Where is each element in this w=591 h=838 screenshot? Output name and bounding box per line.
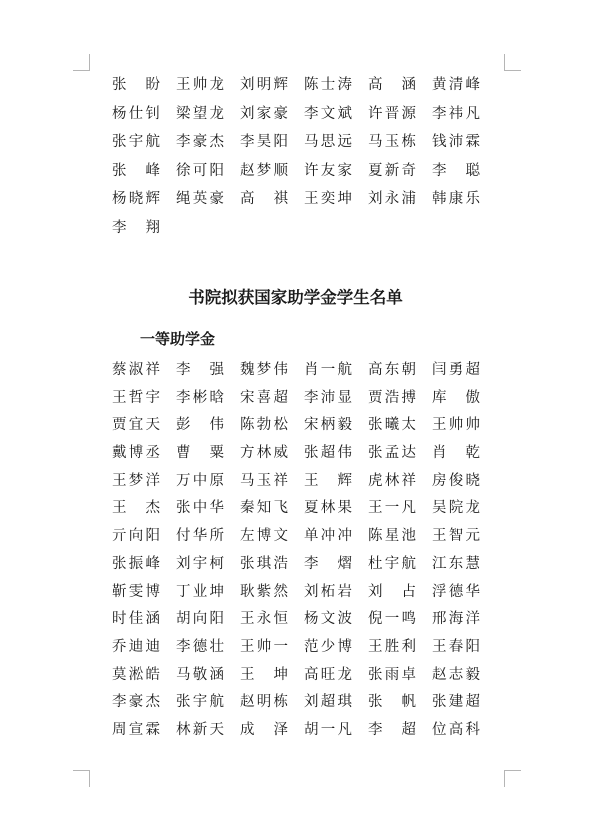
student-name: 刘占 <box>368 583 416 600</box>
student-name: 虎林祥 <box>368 472 416 489</box>
student-name: 钱沛霖 <box>432 134 480 150</box>
name-row <box>112 157 480 186</box>
name-row <box>112 440 480 468</box>
student-name: 李超 <box>368 721 416 738</box>
student-name: 李祎凡 <box>432 105 480 122</box>
student-name: 丁业坤 <box>176 583 224 600</box>
student-name: 范少博 <box>304 638 352 655</box>
name-row <box>112 100 480 129</box>
student-name: 李沛显 <box>304 389 352 406</box>
student-name: 贾宜天 <box>112 417 160 434</box>
student-name: 方林威 <box>240 445 288 462</box>
student-name: 李昊阳 <box>240 134 288 150</box>
student-name: 黄清峰 <box>432 77 480 93</box>
name-row <box>112 71 480 100</box>
crop-mark-top-right <box>504 54 521 71</box>
student-name: 马玉祥 <box>240 472 288 489</box>
section-heading-first-class: 一等助学金 <box>140 330 216 348</box>
student-name: 高旺龙 <box>304 666 352 683</box>
name-row <box>112 579 480 607</box>
name-row <box>112 385 480 413</box>
student-name: 刘明辉 <box>240 77 288 93</box>
student-name: 高涵 <box>368 77 416 93</box>
student-name: 乔迪迪 <box>112 638 160 655</box>
student-name: 马思远 <box>304 134 352 150</box>
student-name: 王坤 <box>240 666 288 683</box>
student-name: 张峰 <box>112 162 160 179</box>
student-name: 徐可阳 <box>176 162 224 179</box>
student-name: 王帅帅 <box>432 417 480 434</box>
student-name: 肖乾 <box>432 445 480 462</box>
student-name: 赵明栋 <box>240 694 288 711</box>
name-row <box>112 551 480 579</box>
student-name: 王胜利 <box>368 638 416 655</box>
student-name: 王梦洋 <box>112 472 160 489</box>
student-name: 王帅一 <box>240 638 288 655</box>
student-name: 万中原 <box>176 472 224 489</box>
student-name: 江东慧 <box>432 555 480 572</box>
student-name: 李熠 <box>304 555 352 572</box>
student-name: 林新天 <box>176 721 224 738</box>
student-name: 赵志毅 <box>432 666 480 683</box>
name-row <box>112 689 480 717</box>
student-name: 杜宇航 <box>368 555 416 572</box>
student-name: 吴院龙 <box>432 500 480 517</box>
student-name: 陈星池 <box>368 528 416 545</box>
student-name: 秦知飞 <box>240 500 288 517</box>
student-name: 成泽 <box>240 721 288 738</box>
name-row <box>112 128 480 157</box>
student-name: 张建超 <box>432 694 480 711</box>
student-name: 亓向阳 <box>112 528 160 545</box>
student-name: 王帅龙 <box>176 77 224 93</box>
student-name: 陈勃松 <box>240 417 288 434</box>
student-name: 刘家豪 <box>240 105 288 122</box>
student-name: 马玉栋 <box>368 134 416 150</box>
student-name: 张宇航 <box>176 694 224 711</box>
student-name: 蔡淑祥 <box>112 362 160 378</box>
student-name: 夏林果 <box>304 500 352 517</box>
student-name: 王永恒 <box>240 611 288 628</box>
name-row <box>112 214 480 243</box>
student-name: 付华所 <box>176 528 224 545</box>
student-name: 刘永浦 <box>368 191 416 207</box>
student-name: 肖一航 <box>304 362 352 378</box>
student-name: 张盼 <box>112 77 160 93</box>
student-name: 李聪 <box>432 162 480 179</box>
student-name: 宋喜超 <box>240 389 288 406</box>
student-name: 左博文 <box>240 528 288 545</box>
crop-mark-top-left <box>73 54 90 71</box>
student-name: 梁望龙 <box>176 105 224 122</box>
student-name: 高东朝 <box>368 362 416 378</box>
student-name: 王春阳 <box>432 638 480 655</box>
student-name: 张中华 <box>176 500 224 517</box>
student-name: 彭伟 <box>176 417 224 434</box>
student-name: 李翔 <box>112 219 160 236</box>
name-row <box>112 185 480 214</box>
student-name: 浮德华 <box>432 583 480 600</box>
student-name: 许晋源 <box>368 105 416 122</box>
name-row <box>112 606 480 634</box>
student-name: 曹粟 <box>176 445 224 462</box>
student-name: 房俊晓 <box>432 472 480 489</box>
student-name: 胡一凡 <box>304 721 352 738</box>
student-name: 夏新奇 <box>368 162 416 179</box>
name-row <box>112 523 480 551</box>
student-name: 绳英豪 <box>176 191 224 207</box>
student-name: 宋柄毅 <box>304 417 352 434</box>
student-name: 韩康乐 <box>432 191 480 207</box>
student-name: 胡向阳 <box>176 611 224 628</box>
name-row <box>112 468 480 496</box>
student-name: 杨文波 <box>304 611 352 628</box>
student-name: 李彬晗 <box>176 389 224 406</box>
name-row <box>112 634 480 662</box>
student-name: 赵梦顺 <box>240 162 288 179</box>
student-name: 刘宇柯 <box>176 555 224 572</box>
student-name: 高祺 <box>240 191 288 207</box>
page-title: 书院拟获国家助学金学生名单 <box>188 288 403 307</box>
student-name: 李豪杰 <box>176 134 224 150</box>
student-name: 李强 <box>176 362 224 378</box>
student-name: 陈士涛 <box>304 77 352 93</box>
student-name: 李德壮 <box>176 638 224 655</box>
student-name: 张宇航 <box>112 134 160 150</box>
student-name: 李文斌 <box>304 105 352 122</box>
student-name: 王辉 <box>304 472 352 489</box>
student-name: 靳雯博 <box>112 583 160 600</box>
student-name: 刘柘岩 <box>304 583 352 600</box>
student-name: 闫勇超 <box>432 362 480 378</box>
student-name: 贾浩搏 <box>368 389 416 406</box>
name-row <box>112 412 480 440</box>
student-name: 张曦太 <box>368 417 416 434</box>
student-name: 周宣霖 <box>112 721 160 738</box>
student-name: 张琪浩 <box>240 555 288 572</box>
student-name: 许友家 <box>304 162 352 179</box>
student-name: 马敬涵 <box>176 666 224 683</box>
name-list-continued <box>112 71 480 242</box>
name-row <box>112 495 480 523</box>
name-row <box>112 717 480 745</box>
student-name: 刘超琪 <box>304 694 352 711</box>
student-name: 张帆 <box>368 694 416 711</box>
student-name: 耿紫然 <box>240 583 288 600</box>
student-name: 王奕坤 <box>304 191 352 207</box>
student-name: 杨仕钊 <box>112 105 160 122</box>
student-name: 张超伟 <box>304 445 352 462</box>
student-name: 魏梦伟 <box>240 362 288 378</box>
student-name: 邢海洋 <box>432 611 480 628</box>
crop-mark-bottom-right <box>504 770 521 787</box>
student-name: 张雨卓 <box>368 666 416 683</box>
student-name: 戴博丞 <box>112 445 160 462</box>
student-name: 王一凡 <box>368 500 416 517</box>
name-list-first-class <box>112 357 480 745</box>
student-name: 王杰 <box>112 500 160 517</box>
student-name: 王智元 <box>432 528 480 545</box>
student-name: 莫淞皓 <box>112 666 160 683</box>
student-name: 倪一鸣 <box>368 611 416 628</box>
student-name: 张振峰 <box>112 555 160 572</box>
student-name: 李豪杰 <box>112 694 160 711</box>
name-row <box>112 357 480 385</box>
student-name: 时佳涵 <box>112 611 160 628</box>
crop-mark-bottom-left <box>73 770 90 787</box>
student-name: 杨晓辉 <box>112 191 160 207</box>
student-name: 单冲冲 <box>304 528 352 545</box>
student-name: 王哲宇 <box>112 389 160 406</box>
name-row <box>112 662 480 690</box>
student-name: 张孟达 <box>368 445 416 462</box>
student-name: 库傲 <box>432 389 480 406</box>
student-name: 位高科 <box>432 721 480 738</box>
